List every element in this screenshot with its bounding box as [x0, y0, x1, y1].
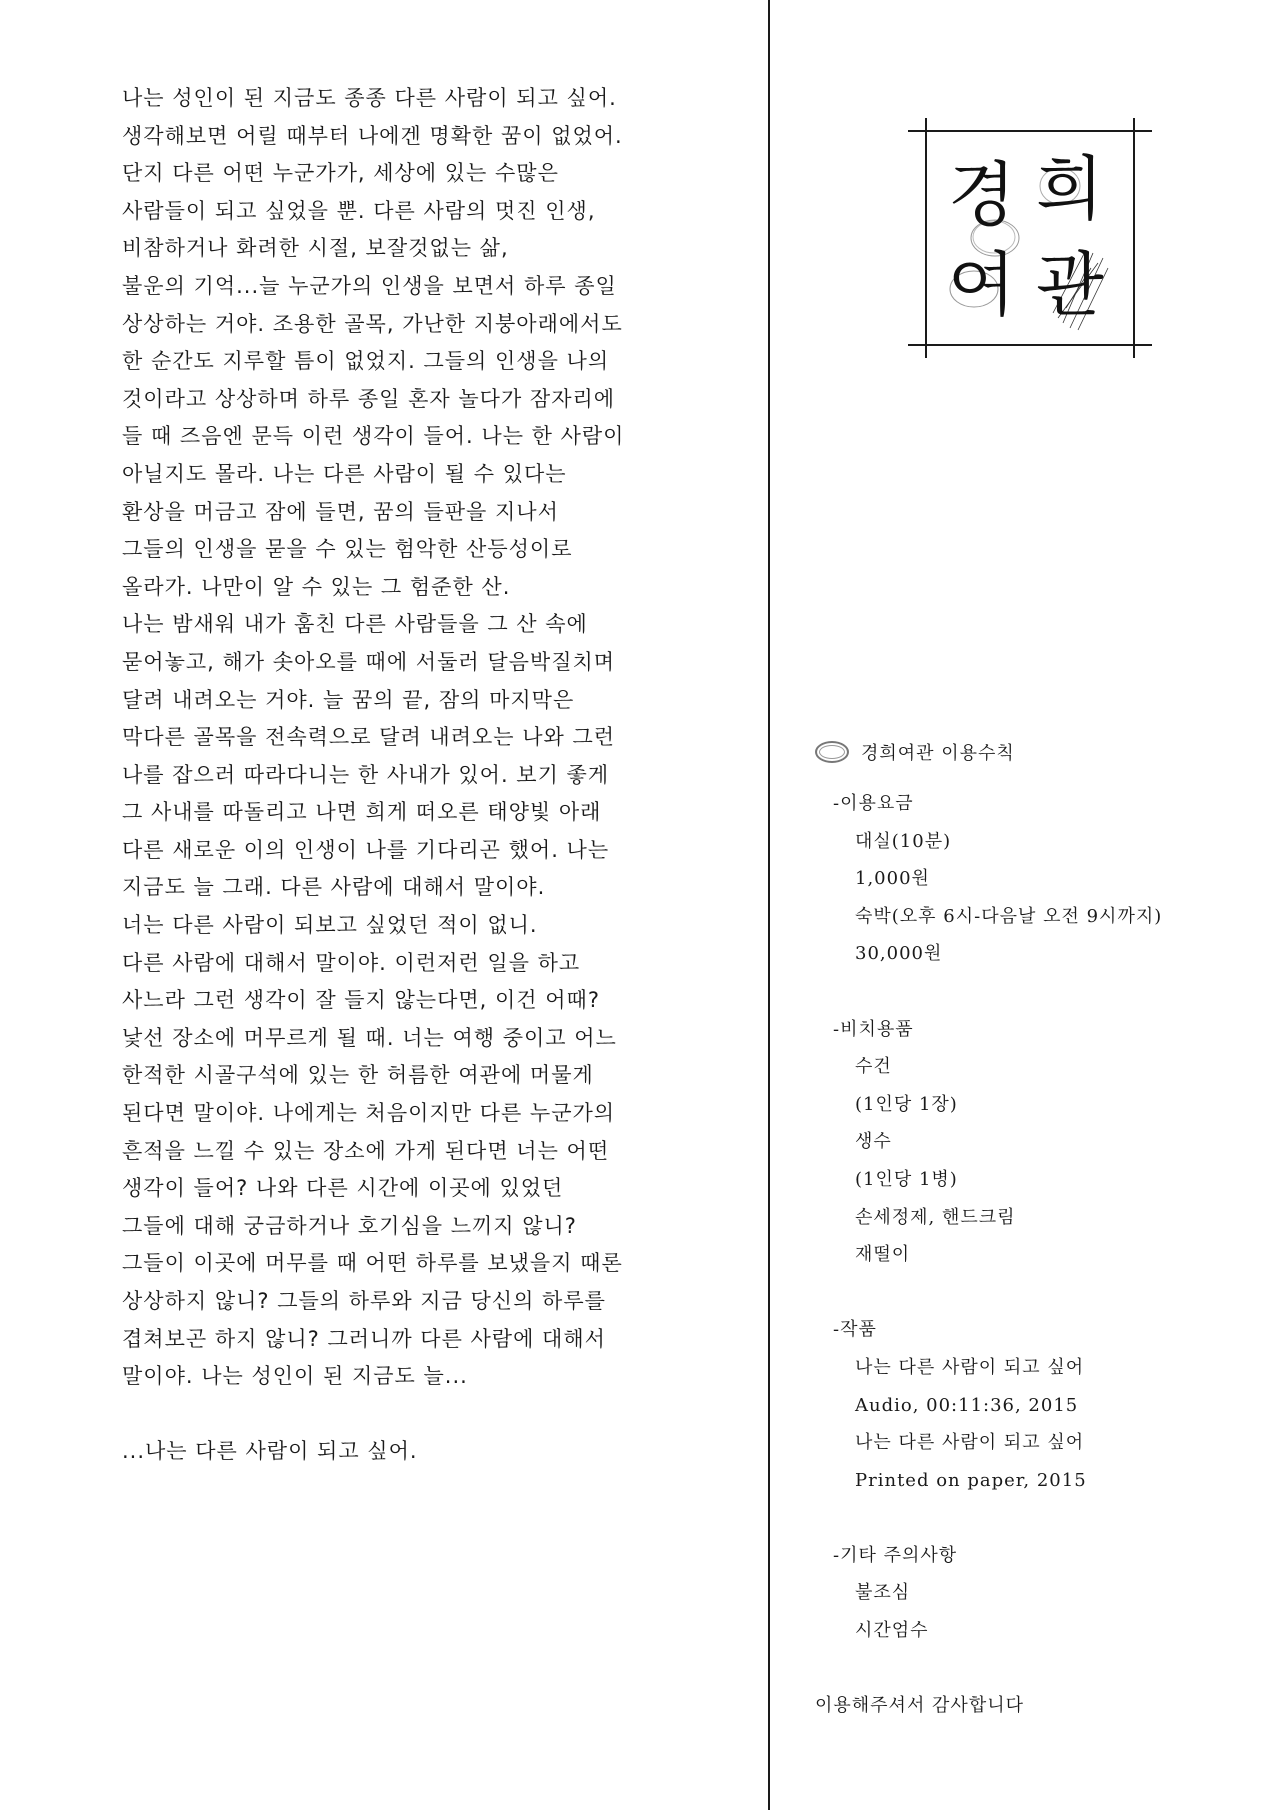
- work-item: Audio, 00:11:36, 2015: [855, 1394, 1079, 1416]
- section-heading-amenities: -비치용품: [833, 1018, 914, 1040]
- essay-line: 올라가. 나만이 알 수 있는 그 험준한 산.: [122, 574, 511, 599]
- essay-line: 막다른 골목을 전속력으로 달려 내려오는 나와 그런: [122, 725, 616, 750]
- section-heading-notes: -기타 주의사항: [833, 1544, 958, 1566]
- fee-item: 대실(10분): [855, 830, 952, 852]
- note-item: 시간엄수: [855, 1620, 929, 1642]
- essay-line: 불운의 기억...늘 누군가의 인생을 보면서 하루 종일: [122, 273, 617, 298]
- amenity-item: 손세정제, 핸드크림: [855, 1206, 1016, 1228]
- work-item: 나는 다른 사람이 되고 싶어: [855, 1432, 1085, 1454]
- amenity-item: 재떨이: [855, 1244, 911, 1266]
- section-heading-works: -작품: [833, 1319, 877, 1341]
- essay-line: 사람들이 되고 싶었을 뿐. 다른 사람의 멋진 인생,: [122, 198, 596, 223]
- essay-line: 달려 내려오는 거야. 늘 꿈의 끝, 잠의 마지막은: [122, 687, 575, 712]
- spacer: [815, 1274, 1255, 1312]
- thanks-message: 이용해주셔서 감사합니다: [815, 1695, 1024, 1717]
- essay-line: 낯선 장소에 머무르게 될 때. 너는 여행 중이고 어느: [122, 1025, 617, 1050]
- spacer: [815, 1650, 1255, 1688]
- essay-line: 생각해보면 어릴 때부터 나에겐 명확한 꿈이 없었어.: [122, 123, 623, 148]
- amenity-item: 생수: [855, 1131, 892, 1153]
- essay-line: 상상하는 거야. 조용한 골목, 가난한 지붕아래에서도: [122, 311, 623, 336]
- scribbled-oval-icon: [815, 741, 849, 763]
- essay-line: 아닐지도 몰라. 나는 다른 사람이 될 수 있다는: [122, 461, 567, 486]
- amenity-item: 수건: [855, 1056, 892, 1078]
- logo-glyph: 경: [948, 154, 1016, 236]
- essay-line: 그 사내를 따돌리고 나면 희게 떠오른 태양빛 아래: [122, 800, 602, 825]
- spacer: [815, 973, 1255, 1011]
- essay-line: 다른 새로운 이의 인생이 나를 기다리곤 했어. 나는: [122, 837, 610, 862]
- vertical-divider-line: [768, 0, 770, 1810]
- work-item: 나는 다른 사람이 되고 싶어: [855, 1356, 1085, 1378]
- spacer: [815, 1499, 1255, 1537]
- essay-line: 된다면 말이야. 나에게는 처음이지만 다른 누군가의: [122, 1101, 616, 1126]
- essay-line: 지금도 늘 그래. 다른 사람에 대해서 말이야.: [122, 875, 546, 900]
- essay-line: 환상을 머금고 잠에 들면, 꿈의 들판을 지나서: [122, 499, 559, 524]
- essay-line: 겹쳐보곤 하지 않니? 그러니까 다른 사람에 대해서: [122, 1326, 606, 1351]
- rules-title: 경희여관 이용수칙: [861, 743, 1015, 764]
- logo-glyph: 여: [948, 244, 1016, 326]
- amenity-item: (1인당 1병): [855, 1168, 958, 1190]
- essay-line: 너는 다른 사람이 되보고 싶었던 적이 없니.: [122, 913, 538, 938]
- fee-item: 숙박(오후 6시-다음날 오전 9시까지): [855, 905, 1163, 927]
- essay-line: 나를 잡으러 따라다니는 한 사내가 있어. 보기 좋게: [122, 762, 610, 787]
- rules-title-row: [815, 733, 1255, 771]
- essay-line: 그들이 이곳에 머무를 때 어떤 하루를 보냈을지 때론: [122, 1251, 623, 1276]
- spacer: [815, 771, 1255, 785]
- essay-line: 한적한 시골구석에 있는 한 허름한 여관에 머물게: [122, 1063, 594, 1088]
- essay-closing-line: ...나는 다른 사람이 되고 싶어.: [122, 1439, 418, 1464]
- fee-item: 30,000원: [855, 943, 943, 965]
- essay-line: 것이라고 상상하며 하루 종일 혼자 놀다가 잠자리에: [122, 386, 616, 411]
- amenity-item: (1인당 1장): [855, 1093, 958, 1115]
- work-item: Printed on paper, 2015: [855, 1469, 1087, 1491]
- logo-scribble-decoration: [908, 118, 1152, 358]
- essay-line: 들 때 즈음엔 문득 이런 생각이 들어. 나는 한 사람이: [122, 424, 625, 449]
- logo-glyph: 희: [1036, 148, 1104, 230]
- logo-glyph: 관: [1036, 244, 1104, 326]
- essay-line: 상상하지 않니? 그들의 하루와 지금 당신의 하루를: [122, 1289, 606, 1313]
- usage-rules-panel: [815, 733, 1255, 1725]
- essay-line: 단지 다른 어떤 누군가가, 세상에 있는 수많은: [122, 161, 559, 186]
- essay-line: 다른 사람에 대해서 말이야. 이런저런 일을 하고: [122, 950, 581, 975]
- essay-line: 생각이 들어? 나와 다른 시간에 이곳에 있었던: [122, 1176, 564, 1201]
- essay-line: 묻어놓고, 해가 솟아오를 때에 서둘러 달음박질치며: [122, 649, 616, 674]
- logo-mark: [908, 118, 1152, 358]
- note-item: 불조심: [855, 1582, 911, 1604]
- essay-line: 비참하거나 화려한 시절, 보잘것없는 삶,: [122, 236, 509, 261]
- essay-line: 흔적을 느낄 수 있는 장소에 가게 된다면 너는 어떤: [122, 1138, 610, 1163]
- essay-line: 그들의 인생을 묻을 수 있는 험악한 산등성이로: [122, 537, 573, 562]
- essay-line: 나는 밤새워 내가 훔친 다른 사람들을 그 산 속에: [122, 612, 588, 637]
- essay-line: 말이야. 나는 성인이 된 지금도 늘...: [122, 1364, 468, 1389]
- spacer: [122, 1396, 742, 1434]
- section-heading-fees: -이용요금: [833, 793, 914, 814]
- essay-line: 사느라 그런 생각이 잘 들지 않는다면, 이건 어때?: [122, 988, 600, 1013]
- essay-line: 그들에 대해 궁금하거나 호기심을 느끼지 않니?: [122, 1213, 577, 1238]
- essay-line: 한 순간도 지루할 틈이 없었지. 그들의 인생을 나의: [122, 349, 610, 374]
- essay-line: 나는 성인이 된 지금도 종종 다른 사람이 되고 싶어.: [122, 86, 617, 110]
- fee-item: 1,000원: [855, 868, 930, 890]
- essay-text-block: [122, 80, 742, 1471]
